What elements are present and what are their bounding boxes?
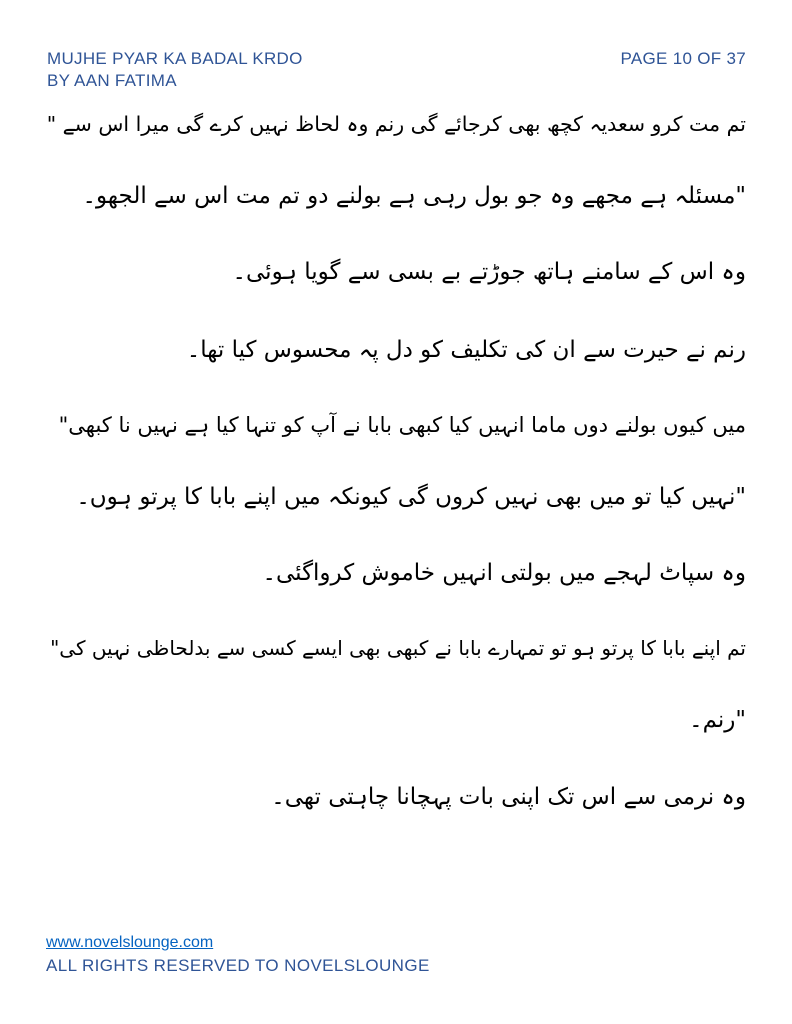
website-link[interactable]: www.novelslounge.com	[46, 934, 214, 951]
page-number: PAGE 10 OF 37	[620, 49, 746, 68]
document-header-left	[47, 48, 303, 92]
novel-title: MUJHE PYAR KA BADAL KRDO	[47, 49, 303, 68]
text-line: "رنم۔	[689, 707, 746, 733]
text-line: میں کیوں بولنے دوں ماما انہیں کیا کبھی بابا نے آپ کو تنہا کیا ہے نہیں نا کبھی"	[58, 413, 746, 437]
text-line: "نہیں کیا تو میں بھی نہیں کروں گی کیونکہ میں اپنے بابا کا پرتو ہوں۔	[76, 484, 746, 510]
rights-notice: ALL RIGHTS RESERVED TO NOVELSLOUNGE	[46, 956, 430, 975]
author-line: BY AAN FATIMA	[47, 71, 177, 90]
text-line: وہ اس کے سامنے ہاتھ جوڑتے بے بسی سے گویا ہوئی۔	[232, 259, 746, 285]
text-line: وہ سپاٹ لہجے میں بولتی انہیں خاموش کرواگئی۔	[262, 560, 746, 586]
text-line: رنم نے حیرت سے ان کی تکلیف کو دل پہ محسوس کیا تھا۔	[186, 337, 746, 363]
text-line: "مسئلہ ہے مجھے وہ جو بول رہی ہے بولنے دو تم مت اس سے الجھو۔	[82, 183, 746, 209]
text-line: تم مت کرو سعدیہ کچھ بھی کرجائے گی رنم وہ لحاظ نہیں کرے گی میرا اس سے "	[46, 112, 746, 136]
text-line: وہ نرمی سے اس تک اپنی بات پہچانا چاہتی تھی۔	[271, 784, 746, 810]
text-line: تم اپنے بابا کا پرتو ہو تو تمہارے بابا نے کبھی بھی ایسے کسی سے بدلحاظی نہیں کی"	[50, 636, 746, 660]
